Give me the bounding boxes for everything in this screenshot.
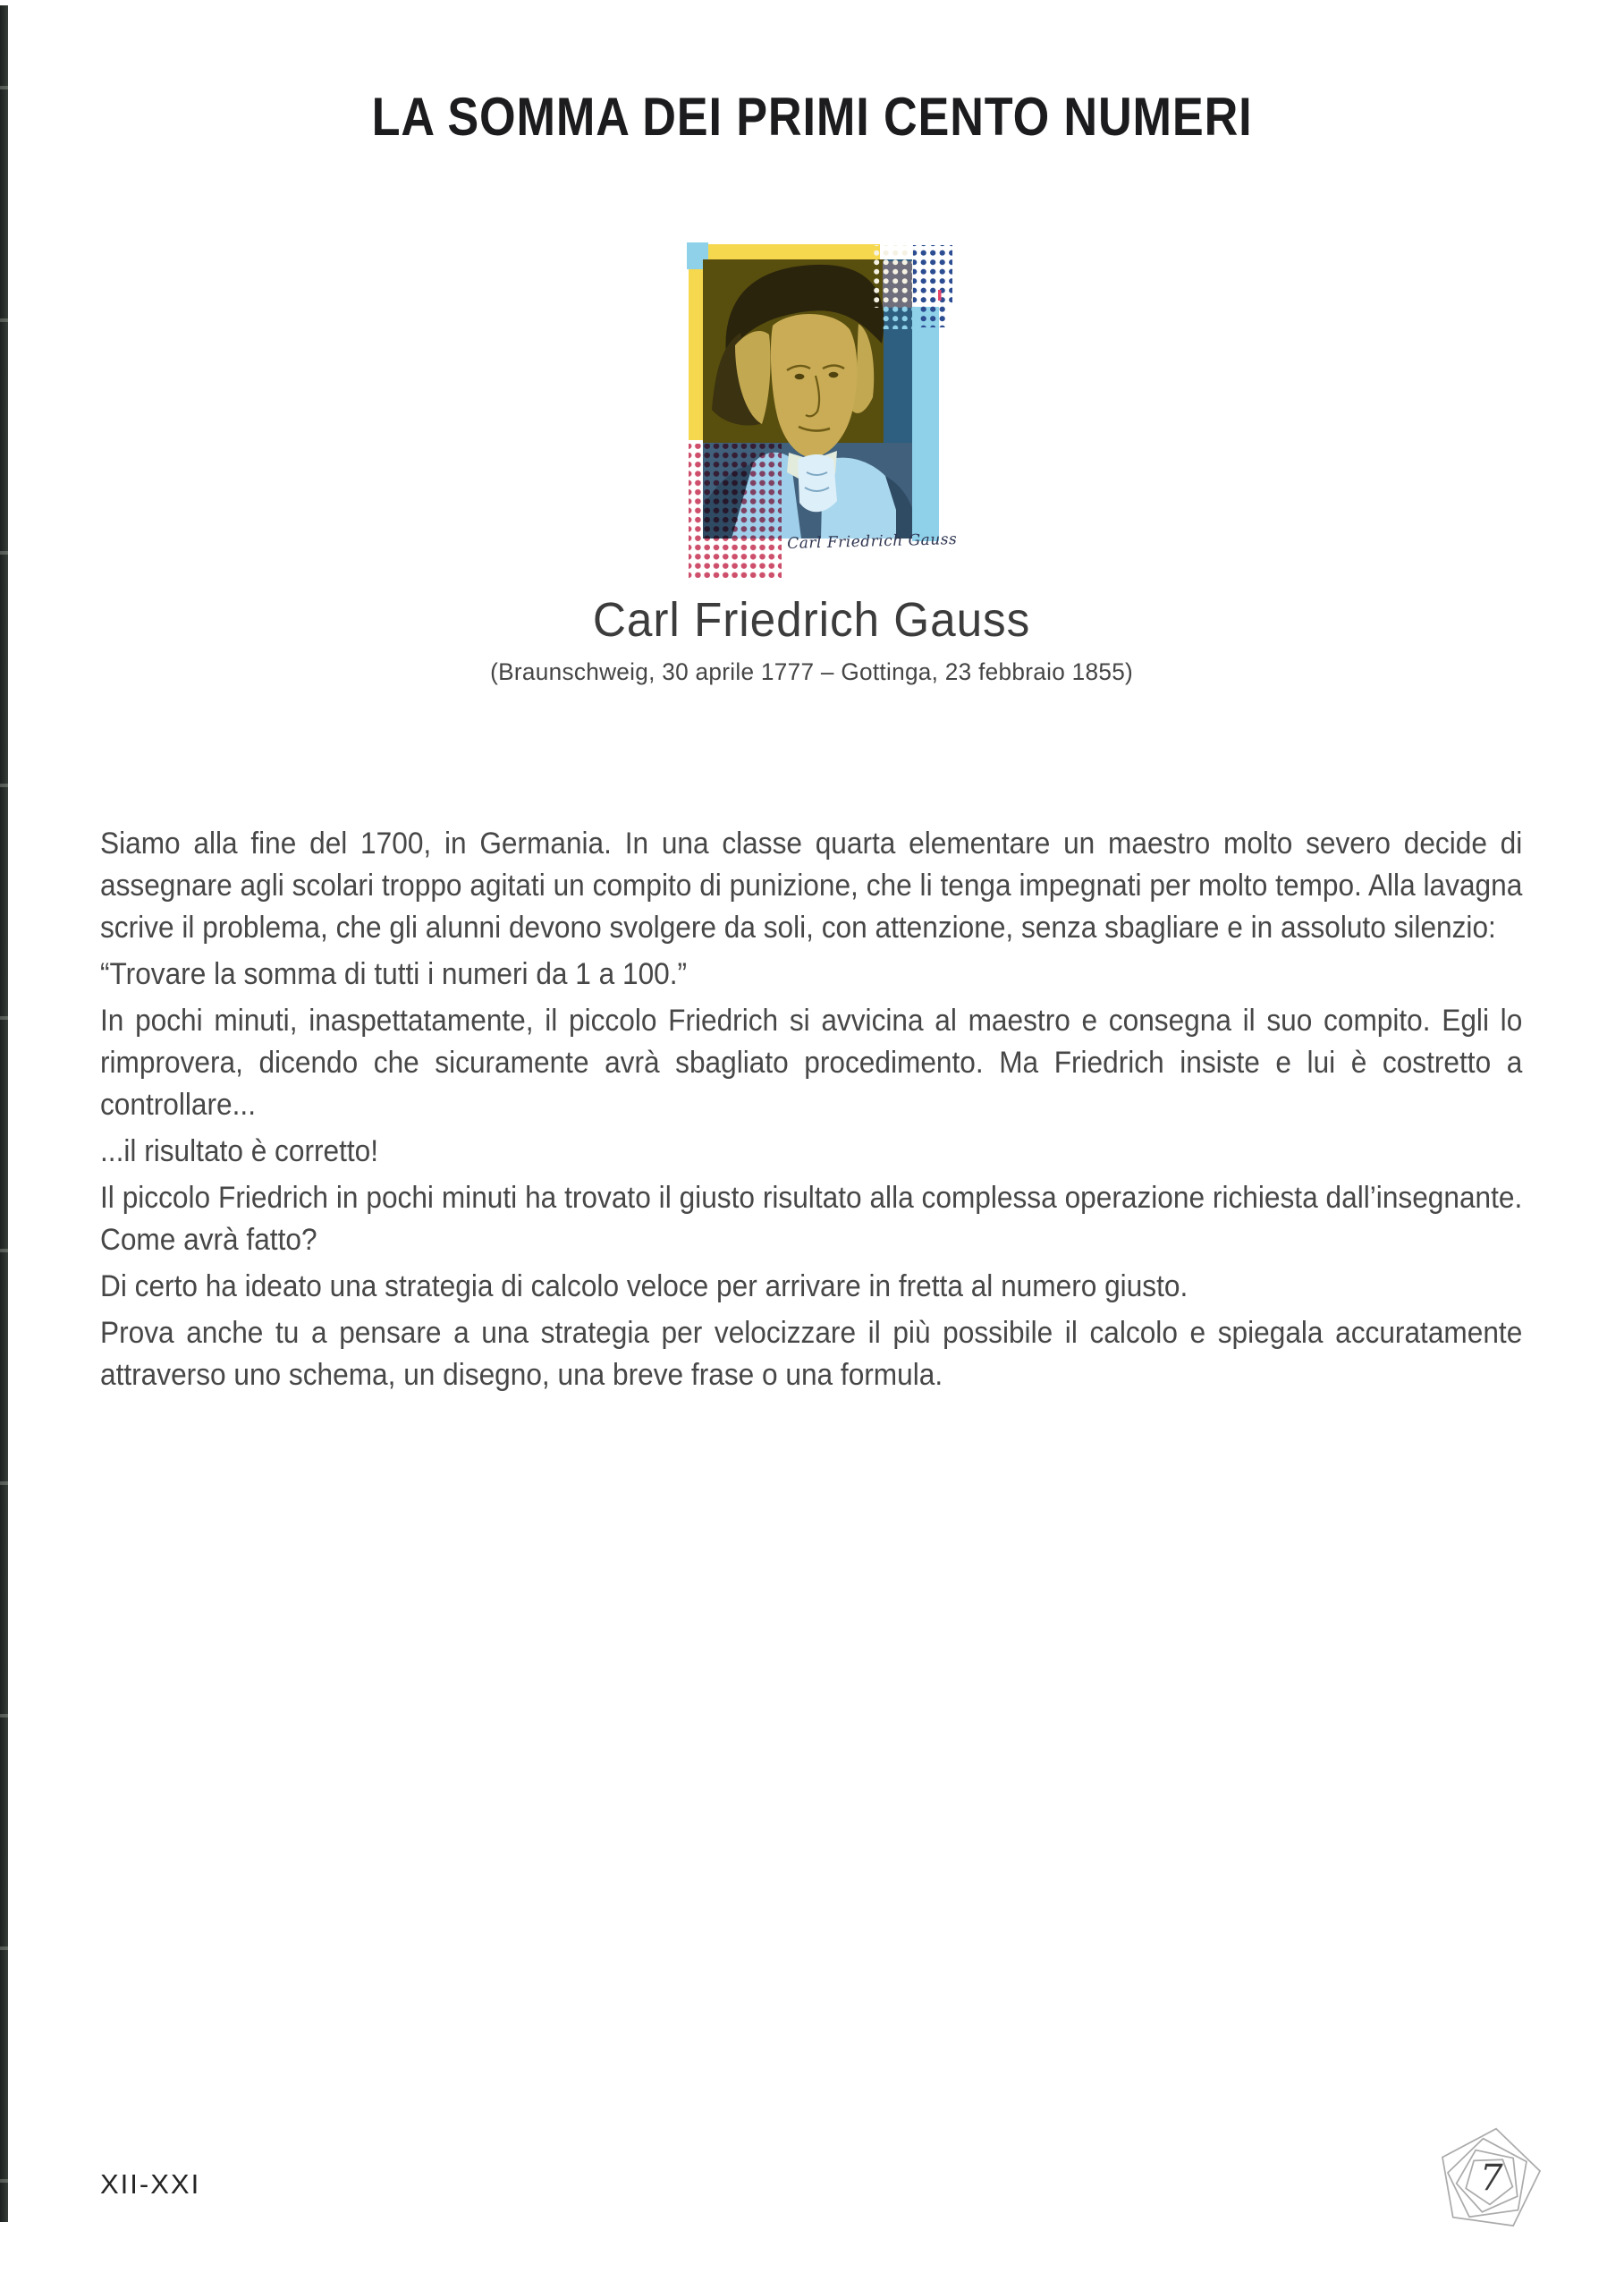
body-paragraph-quote: “Trovare la somma di tutti i numeri da 1 a 100.”: [100, 957, 688, 991]
page-title: LA SOMMA DEI PRIMI CENTO NUMERI: [371, 87, 1253, 147]
red-dash: [938, 290, 942, 301]
figure-name: Carl Friedrich Gauss: [593, 593, 1031, 647]
pentagon-page-badge: [1434, 2122, 1544, 2235]
body-paragraph: Siamo alla fine del 1700, in Germania. In una classe quarta elementare un maestro molto severo decide di assegnare agli scolari troppo agitati un compito di punizione, che li tenga impegnati per molto tempo. Alla lavagna scrive il problema, che gli alunni devono svolgere da soli, con attenzione, senza sbagliare e in assoluto silenzio:: [100, 827, 1523, 945]
figure-caption-row: [0, 592, 1624, 648]
pink-dot-grid: [689, 444, 782, 578]
body-paragraph: In pochi minuti, inaspettatamente, il piccolo Friedrich si avvicina al maestro e consegna il suo compito. Egli lo rimprovera, dicendo che sicuramente avrà sbagliato procedimento. Ma Friedrich insiste e lui è costretto a controllare...: [100, 1004, 1523, 1122]
figure-dates: (Braunschweig, 30 aprile 1777 – Gottinga, 23 febbraio 1855): [490, 658, 1134, 685]
body-paragraph: Il piccolo Friedrich in pochi minuti ha trovato il giusto risultato alla complessa operazione richiesta dall’insegnante. Come avrà fatto?: [100, 1181, 1523, 1257]
body-paragraph: Di certo ha ideato una strategia di calcolo veloce per arrivare in fretta al numero giusto.: [100, 1269, 1188, 1303]
figure-dates-row: [0, 658, 1624, 686]
body-paragraph: Prova anche tu a pensare a una strategia per velocizzare il più possibile il calcolo e spiegala accuratamente attraverso uno schema, un disegno, una breve frase o una formula.: [100, 1316, 1523, 1392]
title-row: [0, 86, 1624, 148]
body-paragraph: ...il risultato è corretto!: [100, 1134, 379, 1168]
lightblue-dot-grid: [883, 306, 920, 329]
white-dot-grid: [870, 245, 913, 308]
lightblue-strip: [912, 307, 939, 541]
page-number: 7: [1479, 2156, 1503, 2200]
navy-dot-grid: [913, 245, 952, 304]
story-text: [100, 823, 1522, 1401]
section-code: XII-XXI: [100, 2168, 201, 2200]
scanned-binding-edge: [0, 5, 8, 2222]
pentagon-logo: [1434, 2122, 1544, 2235]
signature-script: Carl Friedrich Gauss: [787, 530, 958, 553]
